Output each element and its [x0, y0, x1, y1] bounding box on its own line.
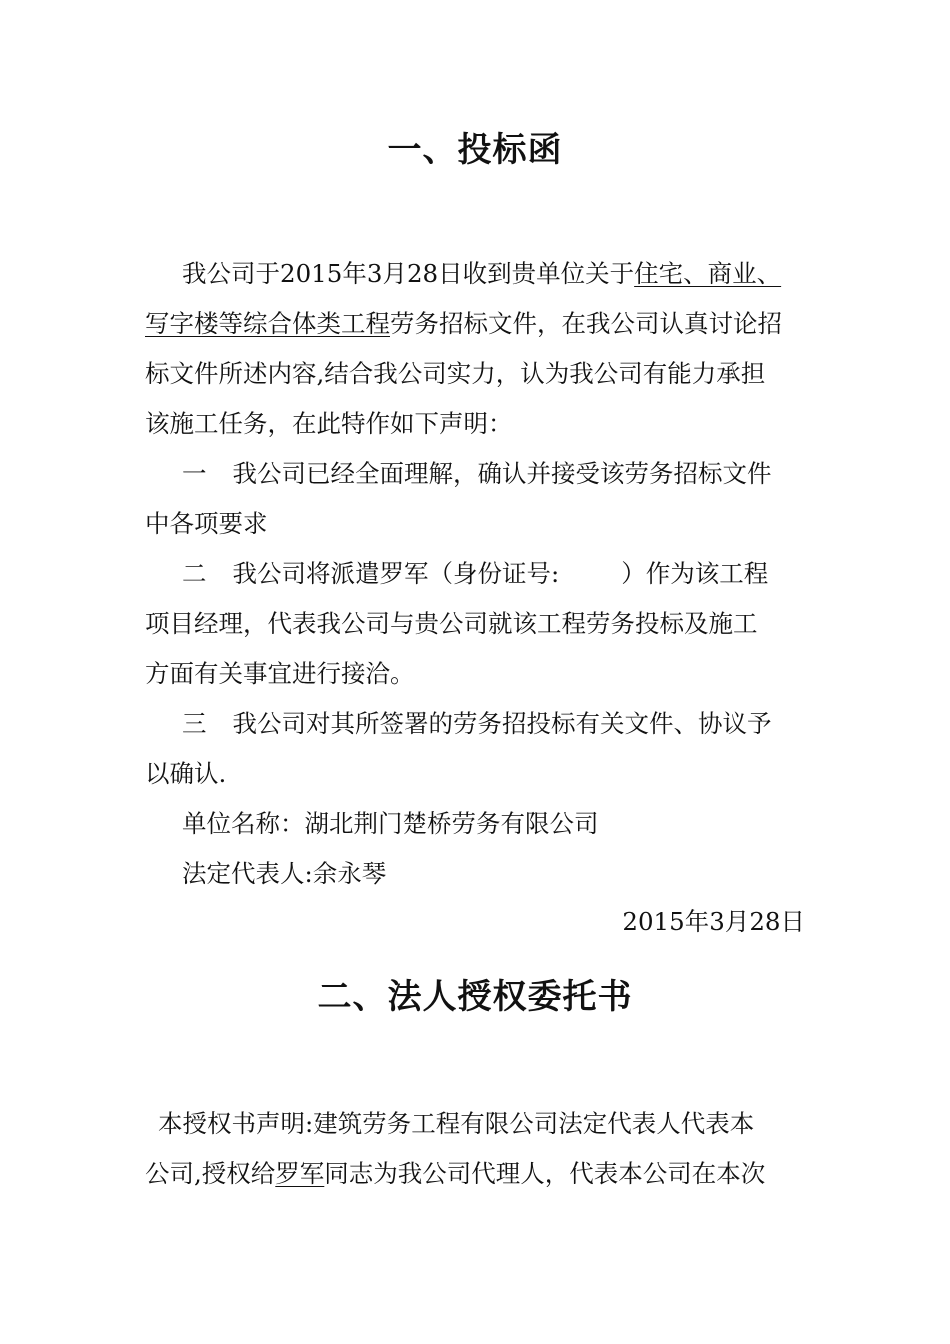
item-text: 我公司对其所签署的劳务招投标有关文件、协议予 [232, 709, 772, 738]
item-number: 三 [182, 709, 207, 738]
paragraph-line: 中各项要求 [145, 509, 268, 538]
text-segment: 同志为我公司代理人，代表本公司在本次 [324, 1159, 766, 1188]
item-text: 我公司已经全面理解，确认并接受该劳务招标文件 [232, 459, 772, 488]
text-segment: 劳务招标文件，在我公司认真讨论招 [390, 309, 782, 338]
paragraph-line: 以确认. [145, 759, 227, 788]
paragraph-line [182, 256, 805, 292]
declaration-item-3 [182, 706, 805, 742]
section-title-authorization: 二、法人授权委托书 [317, 977, 633, 1017]
item-number: 一 [182, 459, 207, 488]
paragraph-line [145, 1156, 805, 1192]
underlined-project-name: 写字楼等综合体类工程 [145, 309, 390, 338]
paragraph-line: 本授权书声明:建筑劳务工程有限公司法定代表人代表本 [158, 1109, 755, 1138]
declaration-item-1 [182, 456, 805, 492]
text-segment: 公司,授权给 [145, 1159, 276, 1188]
item-text: ）作为该工程 [621, 559, 769, 588]
text-segment: 我公司于2015年3月28日收到贵单位关于 [182, 259, 635, 288]
paragraph-line: 方面有关事宜进行接洽。 [145, 659, 415, 688]
paragraph-line: 该施工任务，在此特作如下声明： [145, 409, 513, 438]
item-text: 我公司将派遣罗军（身份证号: [232, 559, 560, 588]
signing-date: 2015年3月28日 [622, 907, 805, 936]
paragraph-line: 标文件所述内容,结合我公司实力，认为我公司有能力承担 [145, 359, 766, 388]
underlined-project-name: 住宅、商业、 [634, 259, 782, 288]
paragraph-line: 项目经理，代表我公司与贵公司就该工程劳务投标及施工 [145, 609, 758, 638]
paragraph-line [145, 306, 805, 342]
declaration-item-2 [182, 556, 805, 592]
section-title-bid-letter: 一、投标函 [387, 130, 563, 170]
item-number: 二 [182, 559, 207, 588]
company-name: 单位名称：湖北荆门楚桥劳务有限公司 [182, 809, 599, 838]
legal-representative: 法定代表人:余永琴 [182, 859, 387, 888]
underlined-agent-name: 罗军 [275, 1159, 325, 1188]
